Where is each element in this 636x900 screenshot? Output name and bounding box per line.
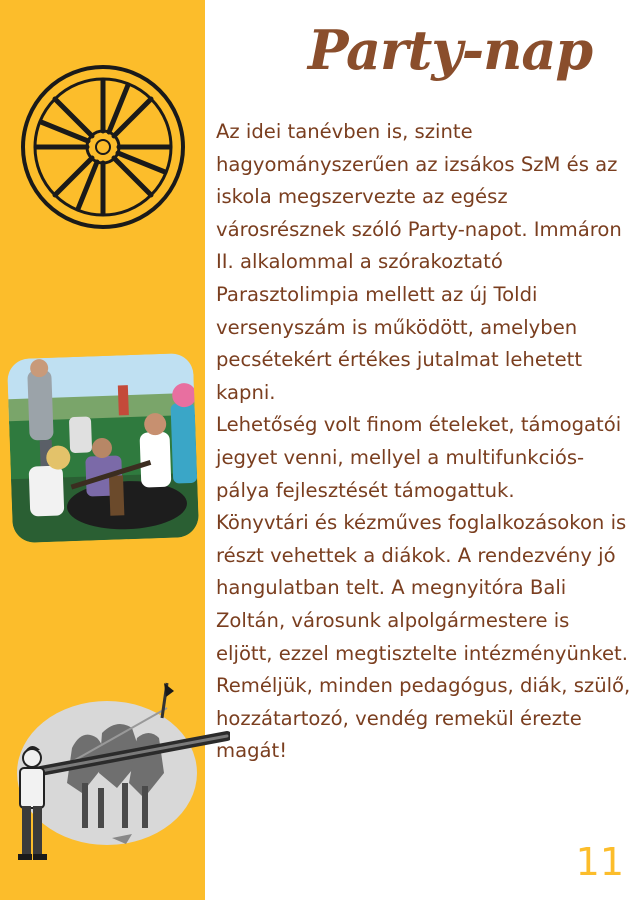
paragraph: Lehetőség volt finom ételeket, támogatói jegyet venni, mellyel a multifunkciós-pálya fejlesztését támogattuk. [216,413,622,502]
paragraph: Az idei tanévben is, szinte hagyományszerűen az izsákos SzM és az iskola megszervezte az egész városrésznek szóló Party-napot. Immáron II. alkalommal a szórakoztató Parasztolimpia mellett az új Toldi versenyszám is működött, amelyben pecsétekért értékes jutalmat lehetett kapni. [216,120,622,404]
page-title: Party-nap [307,18,593,82]
page-number: 11 [575,840,624,884]
event-photo [7,353,199,543]
article-body [216,116,632,768]
paragraph: Könyvtári és kézműves foglalkozásokon is részt vehettek a diákok. A rendezvény jó hangulatban telt. A megnyitóra Bali Zoltán, városunk alpolgármestere is eljött, ezzel megtisztelte intézményünket. Reméljük, minden pedagógus, diák, szülő, hozzátartozó, vendég remekül érezte magát! [216,511,631,763]
toldi-illustration [2,678,230,868]
wagon-wheel-icon [18,62,188,232]
